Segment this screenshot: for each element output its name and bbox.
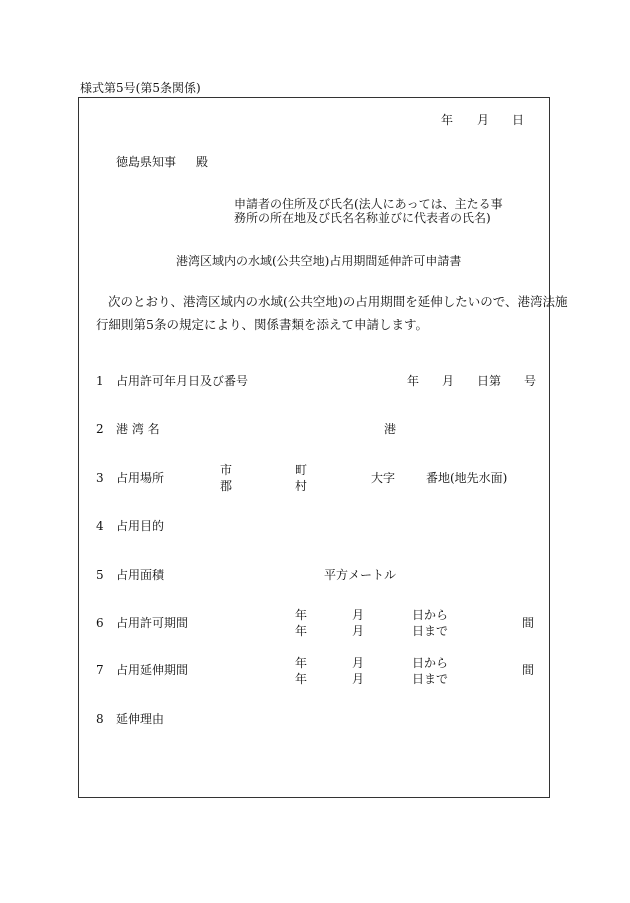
- item-3-aza: 大字: [371, 471, 396, 485]
- item-2-label: 港 湾 名: [116, 422, 160, 436]
- item-6-label: 占用許可期間: [116, 616, 189, 630]
- item-2-num: 2: [96, 422, 104, 436]
- item-3-city: 市: [220, 463, 233, 477]
- item-3-num: 3: [96, 471, 104, 485]
- item-2-suffix: 港: [384, 422, 397, 436]
- item-7-to-year: 年: [295, 672, 308, 686]
- item-1-month: 月: [442, 374, 455, 388]
- item-5-num: 5: [96, 568, 104, 582]
- item-3-label: 占用場所: [116, 471, 165, 485]
- item-1-year: 年: [407, 374, 420, 388]
- item-7-from-month: 月: [352, 656, 365, 670]
- body-line-1: 次のとおり、港湾区域内の水域(公共空地)の占用期間を延伸したいので、港湾法施: [108, 294, 568, 309]
- item-3-county: 郡: [220, 479, 233, 493]
- body-line-2: 行細則第5条の規定により、関係書類を添えて申請します。: [96, 317, 428, 332]
- item-7-num: 7: [96, 663, 104, 677]
- date-year: 年: [441, 113, 454, 127]
- item-7-to: 日まで: [412, 672, 449, 686]
- item-1-num: 1: [96, 374, 104, 388]
- applicant-line-2: 務所の所在地及び氏名名称並びに代表者の氏名): [234, 211, 491, 225]
- item-4-label: 占用目的: [116, 519, 165, 533]
- addressee-honorific: 殿: [196, 155, 209, 169]
- addressee-name: 徳島県知事: [116, 155, 177, 169]
- item-5-unit: 平方メートル: [324, 568, 397, 582]
- form-label: 様式第5号(第5条関係): [80, 81, 201, 95]
- date-month: 月: [477, 113, 490, 127]
- item-3-village: 村: [295, 479, 308, 493]
- item-8-num: 8: [96, 712, 104, 726]
- item-6-to-month: 月: [352, 624, 365, 638]
- document-title: 港湾区域内の水域(公共空地)占用期間延伸許可申請書: [176, 254, 462, 268]
- item-6-from: 日から: [412, 608, 449, 622]
- item-1-label: 占用許可年月日及び番号: [116, 374, 249, 388]
- item-7-period: 間: [522, 663, 535, 677]
- item-3-banchi: 番地(地先水面): [426, 471, 508, 485]
- item-7-label: 占用延伸期間: [116, 663, 189, 677]
- item-7-to-month: 月: [352, 672, 365, 686]
- item-8-label: 延伸理由: [116, 712, 165, 726]
- item-6-to: 日まで: [412, 624, 449, 638]
- item-6-to-year: 年: [295, 624, 308, 638]
- item-6-period: 間: [522, 616, 535, 630]
- item-6-num: 6: [96, 616, 104, 630]
- item-1-number: 号: [524, 374, 537, 388]
- item-5-label: 占用面積: [116, 568, 165, 582]
- item-6-from-month: 月: [352, 608, 365, 622]
- item-7-from-year: 年: [295, 656, 308, 670]
- item-1-day: 日第: [477, 374, 502, 388]
- item-3-town: 町: [295, 463, 308, 477]
- item-7-from: 日から: [412, 656, 449, 670]
- date-day: 日: [512, 113, 525, 127]
- item-4-num: 4: [96, 519, 104, 533]
- applicant-line-1: 申請者の住所及び氏名(法人にあっては、主たる事: [234, 197, 503, 211]
- item-6-from-year: 年: [295, 608, 308, 622]
